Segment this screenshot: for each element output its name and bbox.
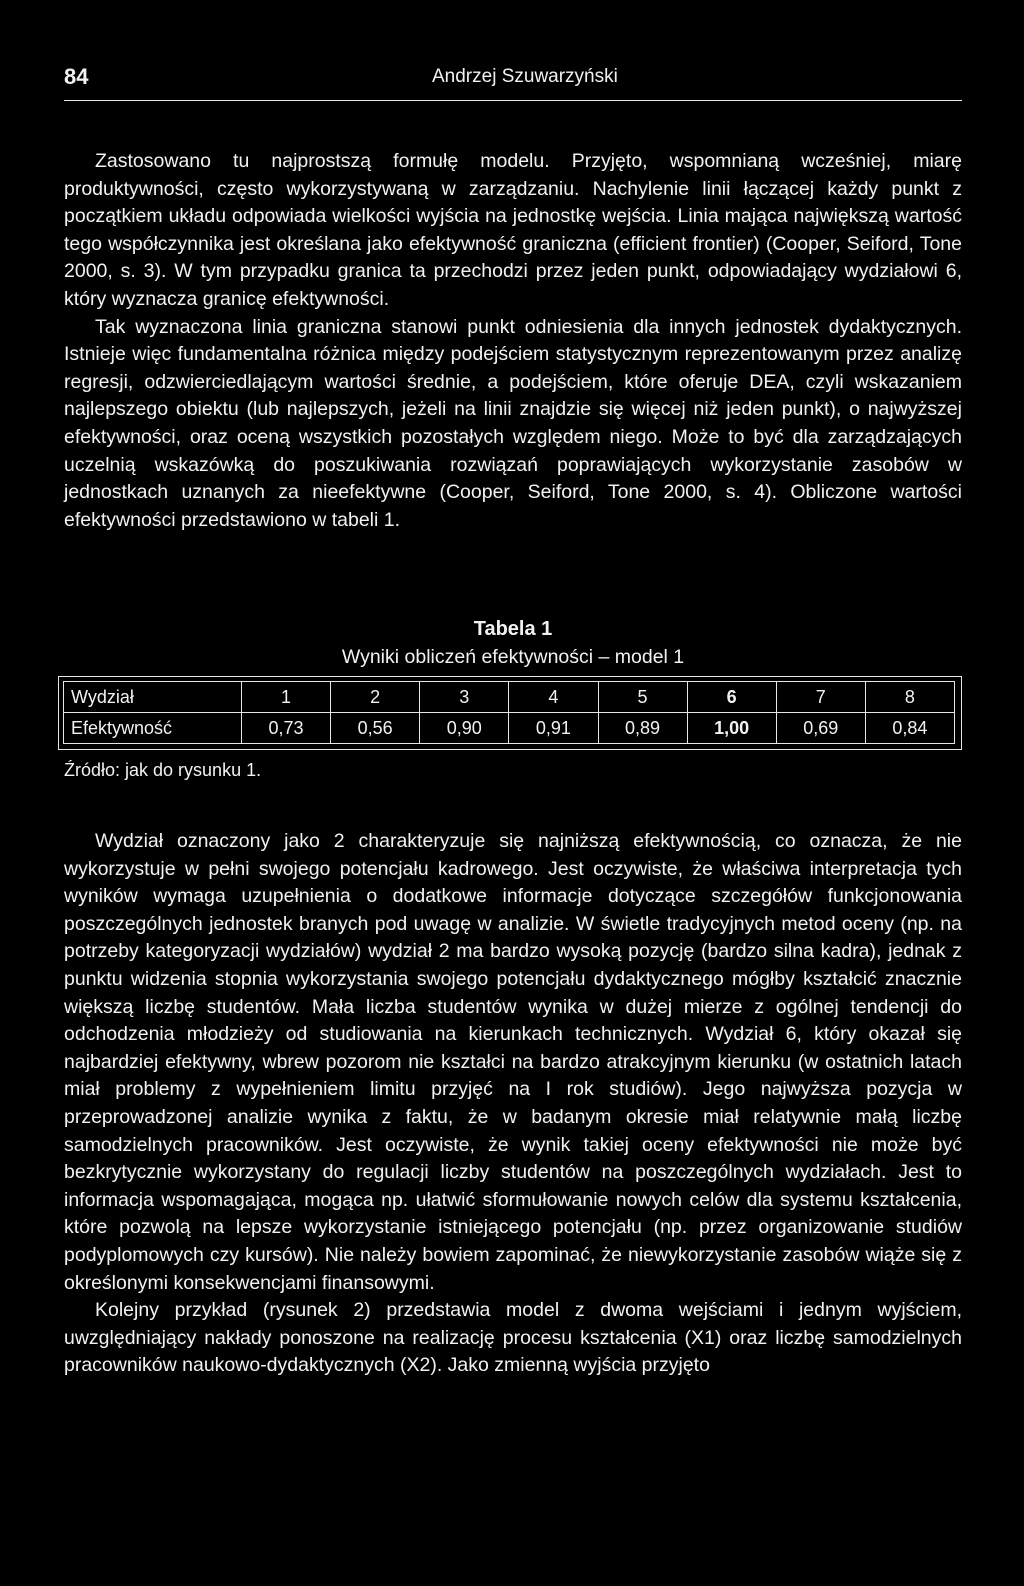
table-row-values — [64, 713, 955, 744]
paragraph: Zastosowano tu najprostszą formułę modelu. Przyjęto, wspomnianą wcześniej, miarę produktywności, często wykorzystywaną w zarządzaniu. Nachylenie linii łączącej każdy punkt z początkiem układu odpowiada wielkości wyjścia na jednostkę wejścia. Linia mająca największą wartość tego współczynnika jest określana jako efektywność graniczna (efficient frontier) (Cooper, Seiford, Tone 2000, s. 3). W tym przypadku granica ta przechodzi przez jeden punkt, odpowiadający wydziałowi 6, który wyznacza granicę efektywności. — [64, 150, 962, 310]
table-cell: 0,89 — [598, 713, 687, 744]
results-table — [63, 681, 955, 744]
table-cell: 7 — [776, 682, 865, 713]
table-row-label: Wydział — [64, 682, 242, 713]
body-text-top — [64, 148, 962, 534]
results-table-frame — [58, 676, 962, 750]
table-cell: 1 — [242, 682, 331, 713]
paragraph: Wydział oznaczony jako 2 charakteryzuje się najniższą efektywnością, co oznacza, że nie wykorzystuje w pełni swojego potencjału kadrowego. Jest oczywiste, że właściwa interpretacja tych wyników wymaga uzupełnienia o dodatkowe informacje dotyczące szczegółów funkcjonowania poszczególnych jednostek branych pod uwagę w analizie. W świetle tradycyjnych metod oceny (np. na potrzeby kategoryzacji wydziałów) wydział 2 ma bardzo wysoką pozycję (bardzo silna kadra), jednak z punktu widzenia stopnia wykorzystania swojego potencjału dydaktycznego mógłby kształcić znacznie większą liczbę studentów. Mała liczba studentów wynika w dużej mierze z ogólnej tendencji do odchodzenia młodzieży od studiowania na kierunkach technicznych. Wydział 6, który okazał się najbardziej efektywny, wbrew pozorom nie kształci na bardzo atrakcyjnym kierunku (w ostatnich latach miał problemy z wypełnieniem limitu przyjęć na I rok studiów). Jego najwyższa pozycja w przeprowadzonej analizie wynika z faktu, że w badanym okresie miał relatywnie małą liczbę samodzielnych pracowników. Jest oczywiste, że wynik takiej oceny efektywności nie może być bezkrytycznie wykorzystany do regulacji liczby studentów na poszczególnych wydziałach. Jest to informacja wspomagająca, mogąca np. ułatwić sformułowanie nowych celów dla systemu kształcenia, które pozwolą na lepsze wykorzystanie istniejącego potencjału (np. przez organizowanie studiów podyplomowych czy kursów). Nie należy bowiem zapominać, że niewykorzystanie zasobów wiąże się z określonymi konsekwencjami finansowymi. — [64, 830, 962, 1294]
page-header — [64, 62, 962, 102]
page-number: 84 — [64, 64, 89, 89]
running-head-author: Andrzej Szuwarzyński — [432, 66, 618, 87]
paragraph: Kolejny przykład (rysunek 2) przedstawia model z dwoma wejściami i jednym wyjściem, uwzględniający nakłady ponoszone na realizację procesu kształcenia (X1) oraz liczbę samodzielnych pracowników naukowo-dydaktycznych (X2). Jako zmienną wyjścia przyjęto — [64, 1299, 962, 1377]
table-cell: 5 — [598, 682, 687, 713]
table-number: Tabela 1 — [473, 618, 553, 640]
table-cell: 0,84 — [865, 713, 954, 744]
table-row-label: Efektywność — [64, 713, 242, 744]
table-cell: 8 — [865, 682, 954, 713]
table-cell: 4 — [509, 682, 598, 713]
table-row-header — [64, 682, 955, 713]
table-cell: 2 — [331, 682, 420, 713]
table-title: Wyniki obliczeń efektywności – model 1 — [341, 646, 685, 668]
table-cell: 0,73 — [242, 713, 331, 744]
table-source-note: Źródło: jak do rysunku 1. — [64, 760, 262, 780]
table-cell: 3 — [420, 682, 509, 713]
table-cell: 0,69 — [776, 713, 865, 744]
table-cell: 1,00 — [687, 713, 776, 744]
table-cell: 0,56 — [331, 713, 420, 744]
table-cell: 6 — [687, 682, 776, 713]
body-text-bottom — [64, 828, 962, 1380]
table-cell: 0,91 — [509, 713, 598, 744]
table-cell: 0,90 — [420, 713, 509, 744]
paragraph: Tak wyznaczona linia graniczna stanowi punkt odniesienia dla innych jednostek dydaktycznych. Istnieje więc fundamentalna różnica między podejściem statystycznym reprezentowanym przez analizę regresji, odzwierciedlającym wartości średnie, a podejściem, które oferuje DEA, czyli wskazaniem najlepszego obiektu (lub najlepszych, jeżeli na linii znajdzie się więcej niż jeden punkt), o najwyższej efektywności, oraz oceną wszystkich pozostałych względem niego. Może to być dla zarządzających uczelnią wskazówką do poszukiwania rozwiązań poprawiających wykorzystanie zasobów w jednostkach uznanych za nieefektywne (Cooper, Seiford, Tone 2000, s. 4). Obliczone wartości efektywności przedstawiono w tabeli 1. — [64, 315, 962, 531]
header-rule — [64, 100, 962, 101]
